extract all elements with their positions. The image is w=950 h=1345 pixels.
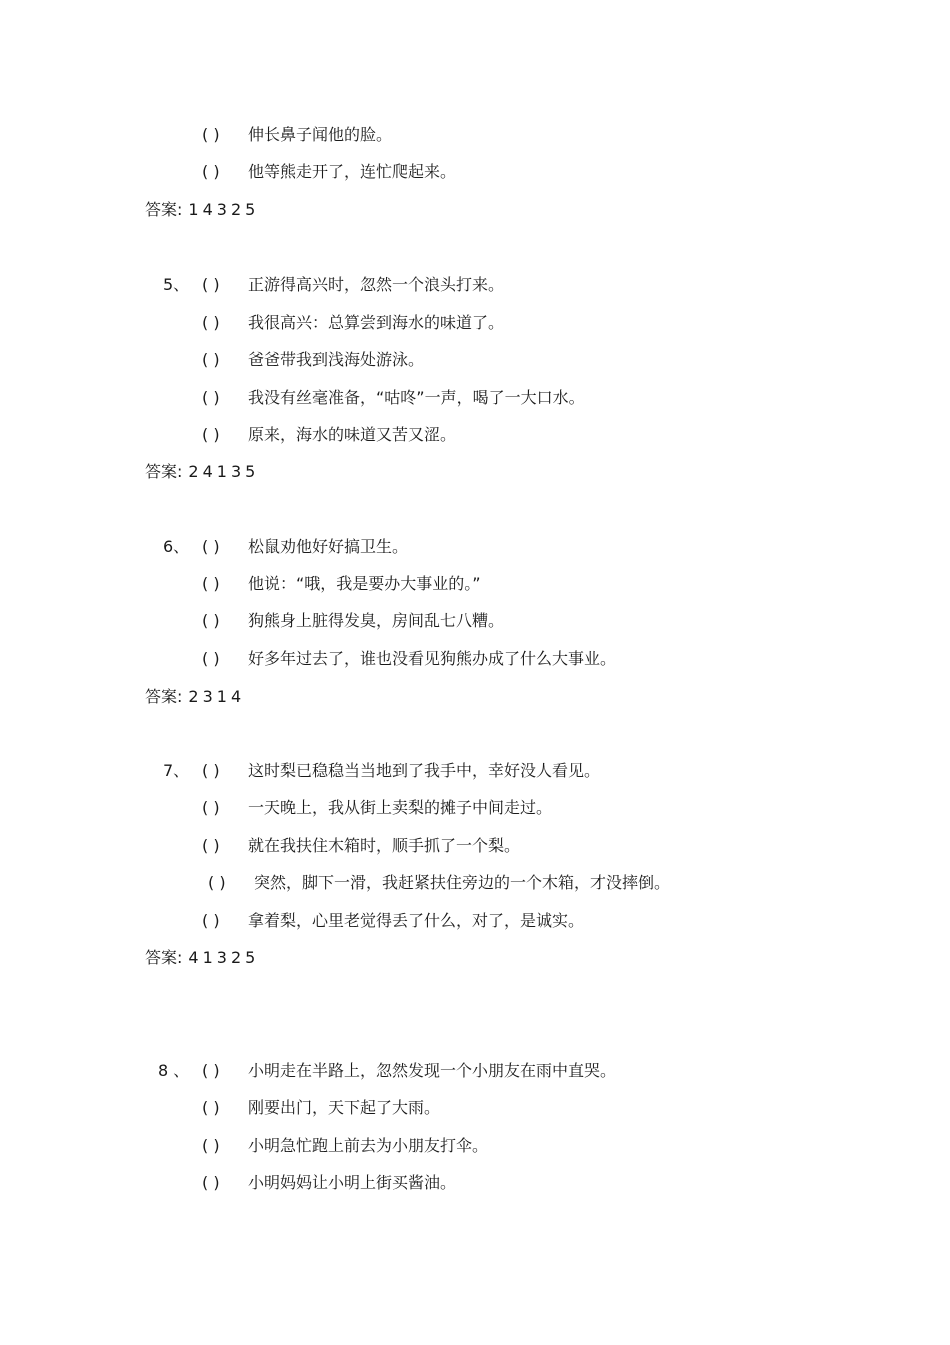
question-number: 8 、	[158, 1061, 190, 1080]
option-text: 拿着梨，心里老觉得丢了什么，对了，是诚实。	[248, 911, 585, 930]
answer-label: 答案:	[145, 200, 183, 219]
answer-line	[145, 948, 259, 968]
blank-parentheses: ( )	[208, 873, 226, 892]
blank-parentheses: ( )	[202, 649, 220, 668]
option-text: 我没有丝毫准备，“咕咚”一声，喝了一大口水。	[248, 388, 585, 407]
option-line	[202, 1136, 488, 1156]
blank-parentheses: ( )	[202, 1173, 220, 1192]
blank-parentheses: ( )	[202, 1098, 220, 1117]
option-line	[202, 836, 520, 856]
option-line	[202, 611, 504, 631]
answer-label: 答案:	[145, 462, 183, 481]
answer-value: 2314	[188, 687, 246, 706]
option-line	[202, 537, 408, 557]
option-line	[202, 649, 616, 669]
blank-parentheses: ( )	[202, 388, 220, 407]
answer-label: 答案:	[145, 948, 183, 967]
option-line	[202, 162, 456, 182]
blank-parentheses: ( )	[202, 275, 220, 294]
blank-parentheses: ( )	[202, 350, 220, 369]
option-line	[202, 1061, 616, 1081]
option-text: 小明急忙跑上前去为小朋友打伞。	[248, 1136, 489, 1155]
option-text: 爸爸带我到浅海处游泳。	[248, 350, 425, 369]
blank-parentheses: ( )	[202, 611, 220, 630]
blank-parentheses: ( )	[202, 574, 220, 593]
answer-label: 答案:	[145, 687, 183, 706]
option-text: 小明走在半路上，忽然发现一个小朋友在雨中直哭。	[248, 1061, 617, 1080]
option-text: 一天晚上，我从街上卖梨的摊子中间走过。	[248, 798, 553, 817]
option-line	[202, 313, 504, 333]
option-text: 他等熊走开了，连忙爬起来。	[248, 162, 457, 181]
blank-parentheses: ( )	[202, 1061, 220, 1080]
blank-parentheses: ( )	[202, 911, 220, 930]
option-line	[202, 125, 392, 145]
option-text: 突然，脚下一滑，我赶紧扶住旁边的一个木箱，才没摔倒。	[254, 873, 671, 892]
blank-parentheses: ( )	[202, 1136, 220, 1155]
option-line	[208, 873, 670, 893]
option-text: 就在我扶住木箱时，顺手抓了一个梨。	[248, 836, 521, 855]
option-line	[202, 1098, 440, 1118]
option-line	[202, 388, 585, 408]
option-line	[202, 911, 584, 931]
option-text: 伸长鼻子闻他的脸。	[248, 125, 393, 144]
blank-parentheses: ( )	[202, 425, 220, 444]
option-line	[202, 798, 552, 818]
question-number: 6、	[163, 537, 190, 556]
option-text: 原来，海水的味道又苦又涩。	[248, 425, 457, 444]
blank-parentheses: ( )	[202, 836, 220, 855]
option-text: 正游得高兴时，忽然一个浪头打来。	[248, 275, 505, 294]
option-line	[202, 425, 456, 445]
question-number: 5、	[163, 275, 190, 294]
option-text: 松鼠劝他好好搞卫生。	[248, 537, 409, 556]
option-text: 这时梨已稳稳当当地到了我手中，幸好没人看见。	[248, 761, 601, 780]
answer-value: 41325	[188, 948, 260, 967]
answer-value: 24135	[188, 462, 260, 481]
blank-parentheses: ( )	[202, 537, 220, 556]
answer-line	[145, 200, 259, 220]
option-line	[202, 275, 504, 295]
answer-line	[145, 462, 259, 482]
option-text: 小明妈妈让小明上街买酱油。	[248, 1173, 457, 1192]
option-line	[202, 761, 600, 781]
answer-value: 14325	[188, 200, 260, 219]
option-text: 狗熊身上脏得发臭，房间乱七八糟。	[248, 611, 505, 630]
option-line	[202, 350, 424, 370]
option-text: 刚要出门，天下起了大雨。	[248, 1098, 441, 1117]
answer-line	[145, 687, 245, 707]
option-text: 我很高兴：总算尝到海水的味道了。	[248, 313, 505, 332]
blank-parentheses: ( )	[202, 761, 220, 780]
question-number: 7、	[163, 761, 190, 780]
option-text: 好多年过去了，谁也没看见狗熊办成了什么大事业。	[248, 649, 617, 668]
blank-parentheses: ( )	[202, 313, 220, 332]
blank-parentheses: ( )	[202, 798, 220, 817]
option-line	[202, 574, 481, 594]
option-text: 他说：“哦，我是要办大事业的。”	[248, 574, 481, 593]
blank-parentheses: ( )	[202, 125, 220, 144]
blank-parentheses: ( )	[202, 162, 220, 181]
option-line	[202, 1173, 456, 1193]
